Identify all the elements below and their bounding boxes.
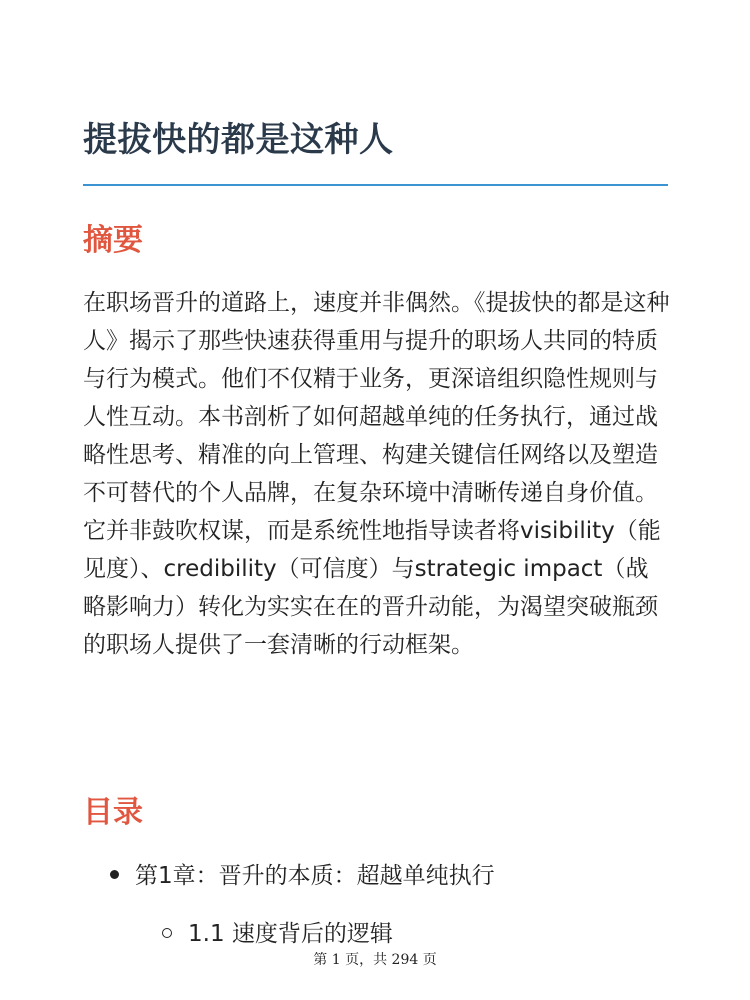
toc-heading: 目录	[83, 795, 143, 830]
document-title: 提拔快的都是这种人	[83, 120, 394, 160]
page-number-footer: 第 1 页，共 294 页	[313, 952, 437, 968]
summary-heading: 摘要	[83, 223, 143, 258]
toc-item-chapter-1[interactable]	[110, 860, 495, 892]
summary-paragraph: 在职场晋升的道路上，速度并非偶然。《提拔快的都是这种人》揭示了那些快速获得重用与提升的职场人共同的特质与行为模式。他们不仅精于业务，更深谙组织隐性规则与人性互动。本书剖析了如何超越单纯的任务执行，通过战略性思考、精准的向上管理、构建关键信任网络以及塑造不可替代的个人品牌，在复杂环境中清晰传递自身价值。它并非鼓吹权谋，而是系统性地指导读者将visibility（能见度）、credibility（可信度）与strategic impact（战略影响力）转化为实实在在的晋升动能，为渴望突破瓶颈的职场人提供了一套清晰的行动框架。	[83, 290, 670, 658]
disc-bullet-icon	[110, 870, 119, 879]
toc-item-section-1-1[interactable]	[162, 918, 393, 950]
toc-item-label: 1.1 速度背后的逻辑	[188, 921, 393, 947]
circle-bullet-icon	[162, 928, 172, 938]
toc-item-label: 第1章：晋升的本质：超越单纯执行	[135, 863, 495, 889]
